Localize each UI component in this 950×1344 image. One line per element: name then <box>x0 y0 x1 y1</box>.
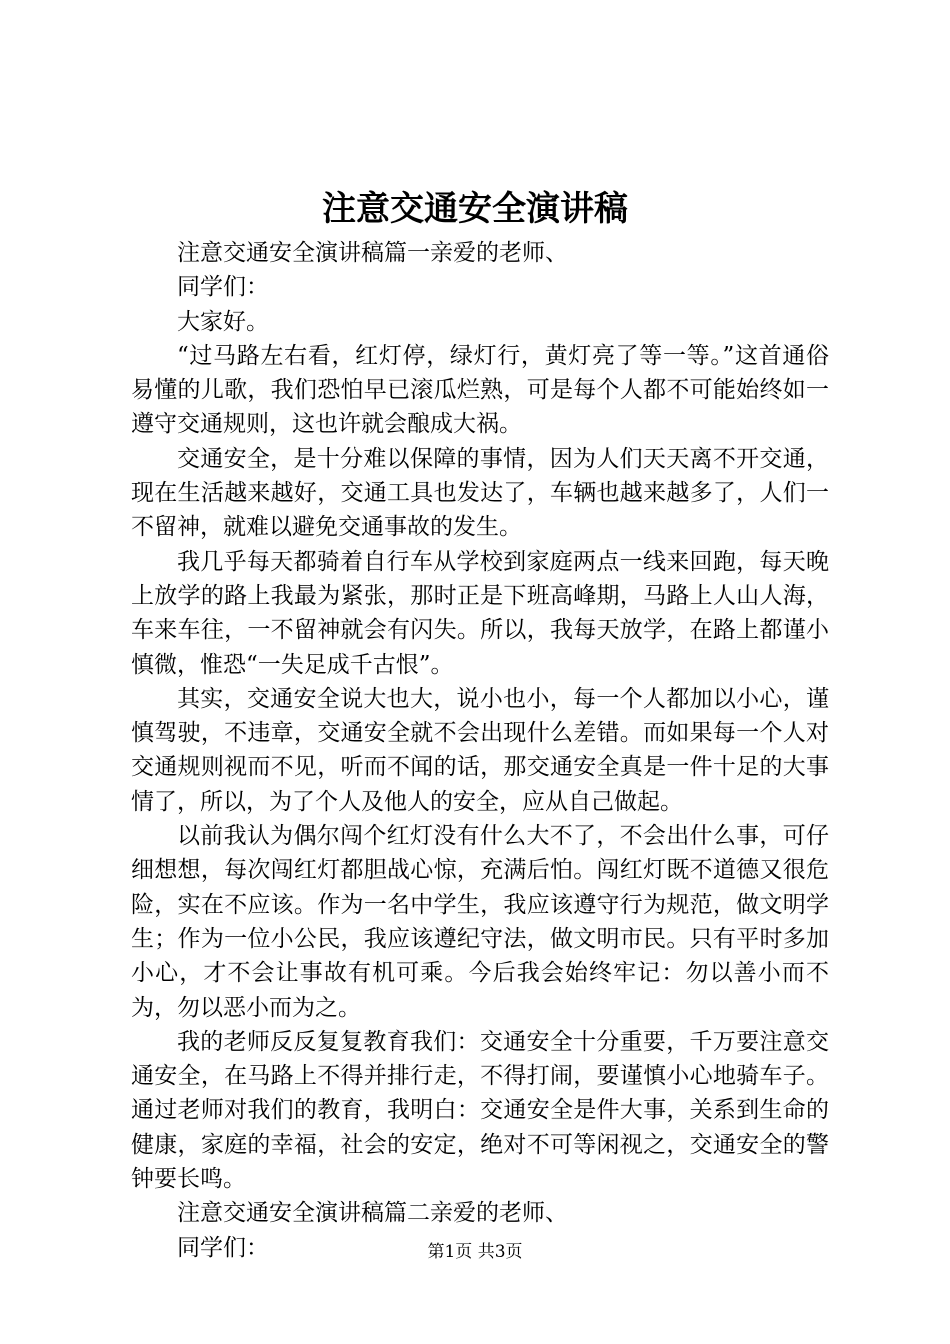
paragraph: 其实，交通安全说大也大，说小也小，每一个人都加以小心，谨慎驾驶，不违章，交通安全就不会出现什么差错。而如果每一个人对交通规则视而不见，听而不闻的话，那交通安全真是一件十足的大事情了，所以，为了个人及他人的安全，应从自己做起。 <box>131 685 829 815</box>
document-title: 注意交通安全演讲稿 <box>322 189 628 229</box>
paragraph: 注意交通安全演讲稿篇二亲爱的老师、 <box>177 1200 568 1227</box>
paragraph: 大家好。 <box>177 308 269 335</box>
paragraph: 我几乎每天都骑着自行车从学校到家庭两点一线来回跑，每天晚上放学的路上我最为紧张，那时正是下班高峰期，马路上人山人海，车来车往，一不留神就会有闪失。所以，我每天放学，在路上都谨小慎微，惟恐“一失足成千古恨”。 <box>131 548 829 678</box>
page-footer: 第1页 共3页 <box>427 1242 523 1262</box>
paragraph: 我的老师反反复复教育我们：交通安全十分重要，千万要注意交通安全，在马路上不得并排行走，不得打闹，要谨慎小心地骑车子。通过老师对我们的教育，我明白：交通安全是件大事，关系到生命的健康，家庭的幸福，社会的安定，绝对不可等闲视之，交通安全的警钟要长鸣。 <box>131 1028 829 1193</box>
paragraph: 注意交通安全演讲稿篇一亲爱的老师、 <box>177 240 568 266</box>
paragraph: 同学们： <box>177 274 269 301</box>
paragraph: 以前我认为偶尔闯个红灯没有什么大不了，不会出什么事，可仔细想想，每次闯红灯都胆战心惊，充满后怕。闯红灯既不道德又很危险，实在不应该。作为一名中学生，我应该遵守行为规范，做文明学生；作为一位小公民，我应该遵纪守法，做文明市民。只有平时多加小心，才不会让事故有机可乘。今后我会始终牢记：勿以善小而不为，勿以恶小而为之。 <box>131 823 829 1021</box>
paragraph: “过马路左右看，红灯停，绿灯行，黄灯亮了等一等。”这首通俗易懂的儿歌，我们恐怕早已滚瓜烂熟，可是每个人都不可能始终如一遵守交通规则，这也许就会酿成大祸。 <box>131 342 829 438</box>
paragraph: 同学们： <box>177 1234 269 1261</box>
paragraph: 交通安全，是十分难以保障的事情，因为人们天天离不开交通，现在生活越来越好，交通工具也发达了，车辆也越来越多了，人们一不留神，就难以避免交通事故的发生。 <box>131 445 829 541</box>
document-body <box>131 236 829 1265</box>
